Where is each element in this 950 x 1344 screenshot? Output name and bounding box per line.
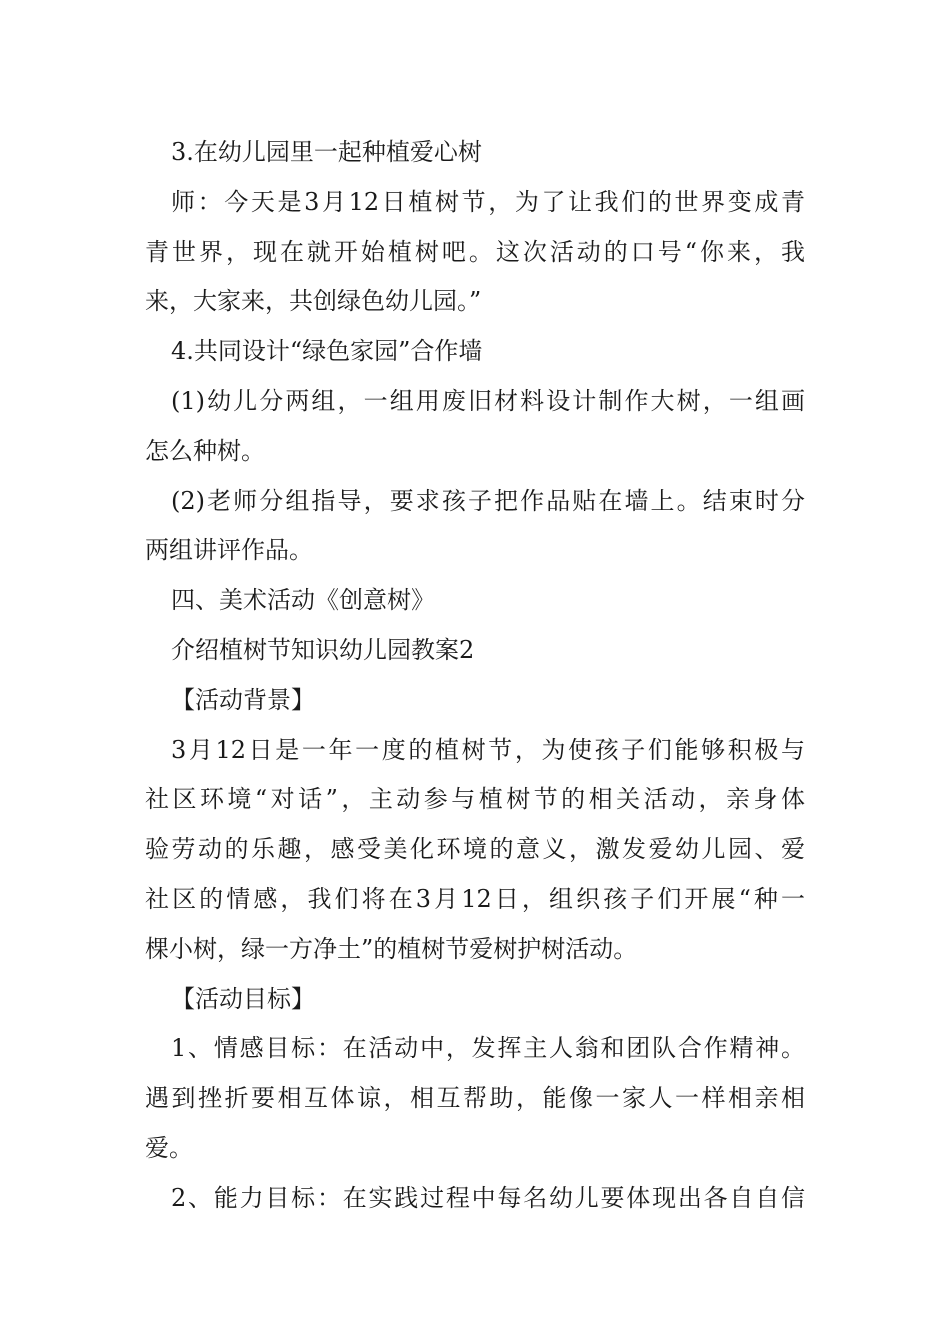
- text-line: 社区环境“对话”，主动参与植树节的相关活动，亲身体: [145, 785, 805, 814]
- document-body: [145, 128, 805, 1224]
- text-line: 两组讲评作品。: [145, 536, 313, 565]
- section-heading: 【活动背景】: [171, 685, 315, 714]
- text-line: 青世界，现在就开始植树吧。这次活动的口号“你来，我: [145, 237, 805, 266]
- section-heading: 【活动目标】: [171, 984, 315, 1013]
- text-line: 遇到挫折要相互体谅，相互帮助，能像一家人一样相亲相: [145, 1084, 805, 1113]
- text-line: 1、情感目标：在活动中，发挥主人翁和团队合作精神。: [171, 1034, 805, 1063]
- text-line: 棵小树，绿一方净土”的植树节爱树护树活动。: [145, 934, 638, 963]
- text-line: 3.在幼儿园里一起种植爱心树: [171, 138, 482, 166]
- section-heading: 4.共同设计“绿色家园”合作墙: [171, 337, 483, 366]
- text-line: (1)幼儿分两组，一组用废旧材料设计制作大树，一组画: [171, 386, 805, 415]
- text-line: (2)老师分组指导，要求孩子把作品贴在墙上。结束时分: [171, 486, 805, 515]
- text-line: 来，大家来，共创绿色幼儿园。”: [145, 287, 482, 316]
- text-line: 师：今天是3月12日植树节，为了让我们的世界变成青: [171, 187, 805, 216]
- text-line: 2、能力目标：在实践过程中每名幼儿要体现出各自自信: [171, 1183, 805, 1212]
- text-line: 怎么种树。: [145, 436, 265, 465]
- text-line: 社区的情感，我们将在3月12日，组织孩子们开展“种一: [145, 884, 805, 913]
- section-heading: 四、美术活动《创意树》: [171, 586, 435, 615]
- text-line: 3月12日是一年一度的植树节，为使孩子们能够积极与: [171, 735, 805, 764]
- text-line: 验劳动的乐趣，感受美化环境的意义，激发爱幼儿园、爱: [145, 835, 805, 864]
- text-line: 爱。: [145, 1133, 193, 1162]
- document-title: 介绍植树节知识幼儿园教案2: [171, 635, 475, 664]
